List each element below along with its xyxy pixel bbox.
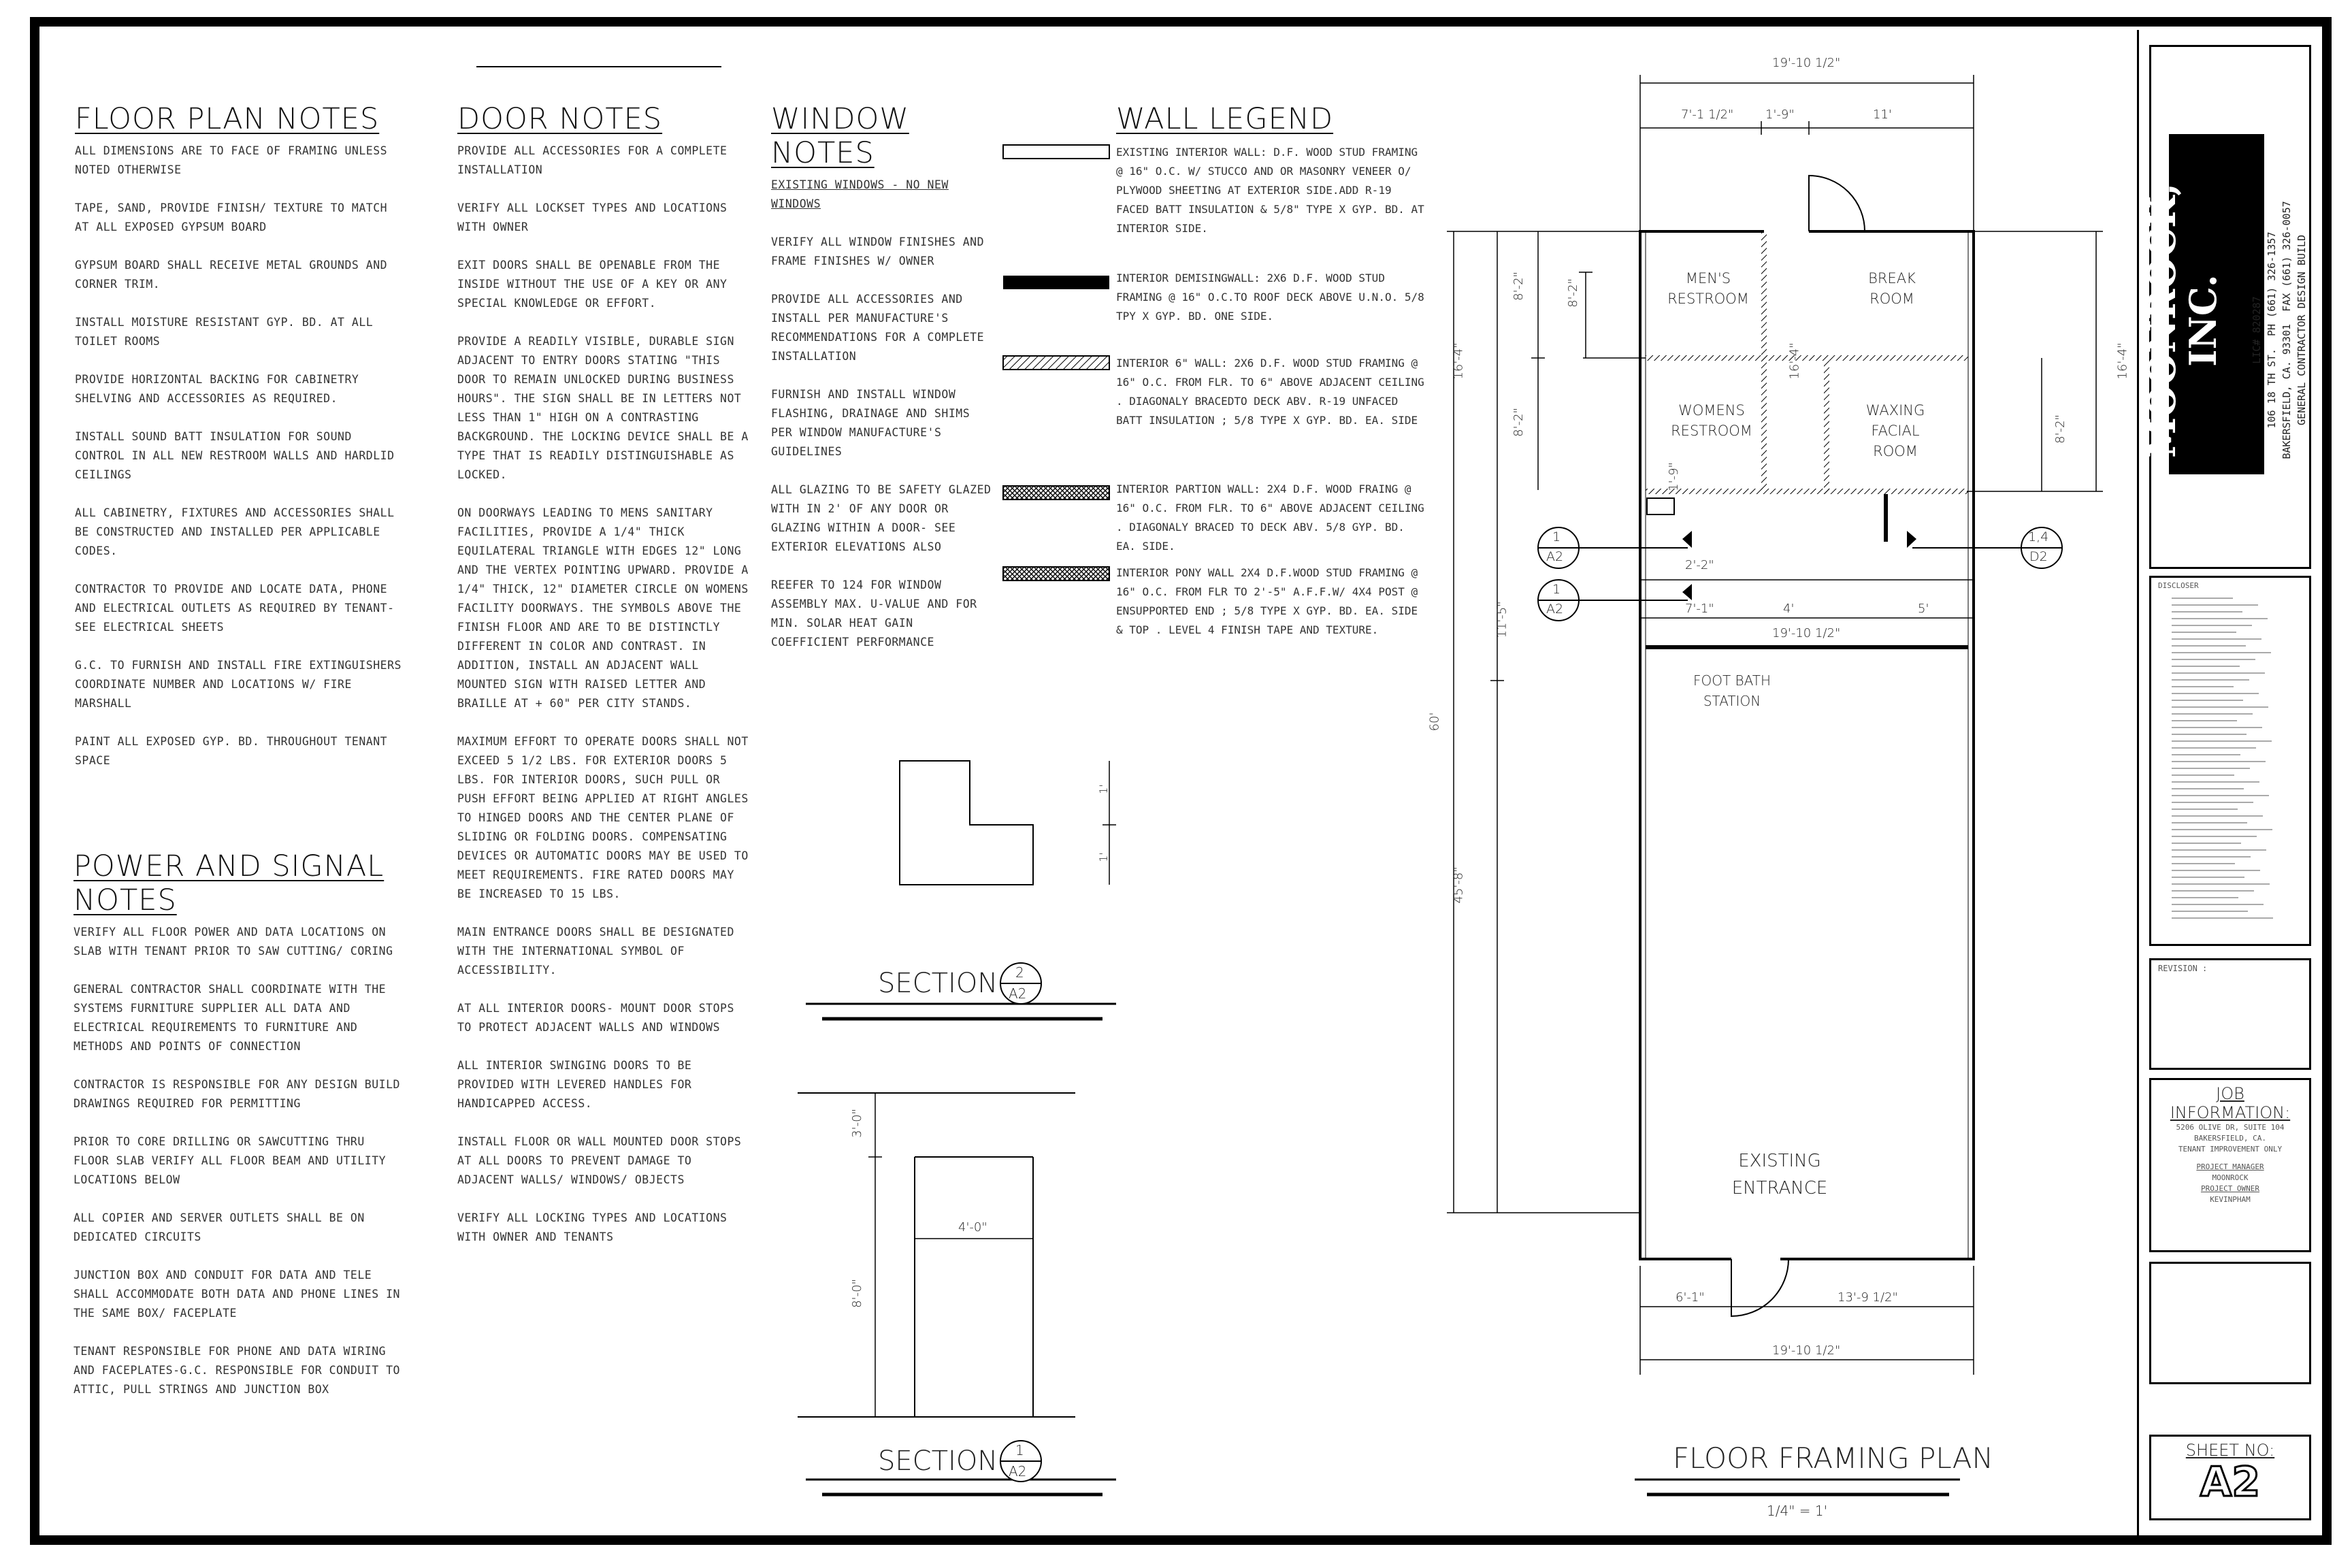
legend-existing-wall: EXISTING INTERIOR WALL: D.F. WOOD STUD FRAMING @ 16" O.C. W/ STUCCO AND OR MASONRY VENEER O/ PLYWOOD SHEETING AT EXTERIOR SIDE.ADD R-19 FACED BATT INSULATION & 5/8" TYPE X GYP. BD. AT INTERIOR SIDE.: [1116, 146, 1424, 235]
power-signal-note: VERIFY ALL FLOOR POWER AND DATA LOCATIONS ON SLAB WITH TENANT PRIOR TO SAW CUTTING/ CORING: [74, 926, 393, 958]
section2-dim-a: 1': [1096, 784, 1110, 794]
dim-left-c: 16'-4": [1451, 342, 1466, 380]
dim-mid-overall: 19'-10 1/2": [1772, 626, 1841, 640]
room-womens: WOMENS RESTROOM: [1671, 402, 1752, 439]
legend-demising-wall: INTERIOR DEMISINGWALL: 2X6 D.F. WOOD STUD FRAMING @ 16" O.C.TO ROOF DECK ABOVE U.N.O. 5/8 TPY X GYP. BD. ONE SIDE.: [1116, 272, 1424, 323]
window-notes-title: WINDOW NOTES: [771, 102, 909, 170]
tag-3-sheet: D2: [2029, 549, 2048, 564]
disclosure-text-lines: [2172, 594, 2274, 928]
room-mens: MEN'S RESTROOM: [1667, 270, 1749, 307]
disclosure-box: [2149, 576, 2311, 946]
company-contact: [2249, 160, 2309, 500]
job-info-title: JOB INFORMATION:: [2170, 1084, 2291, 1122]
company-box: [2140, 45, 2311, 569]
door-note: VERIFY ALL LOCKING TYPES AND LOCATIONS WITH OWNER AND TENANTS: [457, 1211, 728, 1243]
section-markers: [1538, 527, 2062, 621]
room-entrance: EXISTING ENTRANCE: [1731, 1151, 1828, 1198]
dim-row-c: 5': [1918, 602, 1929, 616]
dim-right-a: 16'-4": [2115, 342, 2130, 380]
door-note: VERIFY ALL LOCKSET TYPES AND LOCATIONS WITH OWNER: [457, 201, 728, 233]
job-line-1: 5206 OLIVE DR, SUITE 104: [2176, 1123, 2285, 1132]
dim-row-b: 4': [1783, 602, 1795, 616]
floor-plan-note: INSTALL SOUND BATT INSULATION FOR SOUND CONTROL IN ALL NEW RESTROOM WALLS AND HARDLID CEILINGS: [75, 430, 395, 481]
window-notes-subtitle: EXISTING WINDOWS - NO NEW WINDOWS: [771, 178, 949, 210]
room-footbath: FOOT BATH STATION: [1693, 672, 1771, 709]
sheet-no-box: [2149, 1435, 2311, 1520]
section1-sheet: A2: [1009, 1463, 1027, 1480]
floor-plan-note: INSTALL MOISTURE RESISTANT GYP. BD. AT ALL TOILET ROOMS: [75, 316, 374, 348]
power-signal-note: JUNCTION BOX AND CONDUIT FOR DATA AND TELE SHALL ACCOMMODATE BOTH DATA AND PHONE LINES IN THE SAME BOX/ FACEPLATE: [74, 1269, 400, 1320]
section2-num: 2: [1015, 964, 1024, 981]
bottom-door-swing: [1731, 1259, 1788, 1316]
top-door-swing: [1809, 176, 1865, 231]
plan-scale: 1/4" = 1': [1767, 1503, 1828, 1519]
wall-mid-vertical-top: [1761, 231, 1767, 490]
door-note: PROVIDE A READILY VISIBLE, DURABLE SIGN ADJACENT TO ENTRY DOORS STATING "THIS DOOR TO REMAIN UNLOCKED DURING BUSINESS HOURS". THE SIGN SHALL BE IN LETTERS NOT LESS THAN 1" HIGH ON A CONTRASTING BACKGROUND. THE LOCKING DEVICE SHALL BE A TYPE THAT IS READILY DISTINGUISHABLE AS LOCKED.: [457, 335, 749, 481]
window-note: ALL GLAZING TO BE SAFETY GLAZED WITH IN 2' OF ANY DOOR OR GLAZING WITHIN A DOOR- SEE EXTERIOR ELEVATIONS ALSO: [771, 483, 992, 553]
dim-left-f: 45'-8": [1451, 866, 1466, 904]
floor-plan-note: GYPSUM BOARD SHALL RECEIVE METAL GROUNDS AND CORNER TRIM.: [75, 259, 388, 291]
company-fax: FAX (661) 326-0057: [2281, 201, 2293, 312]
dim-top-b: 1'-9": [1765, 108, 1795, 122]
door-note: MAIN ENTRANCE DOORS SHALL BE DESIGNATED WITH THE INTERNATIONAL SYMBOL OF ACCESSIBILITY.: [457, 926, 734, 977]
floor-plan-note: PAINT ALL EXPOSED GYP. BD. THROUGHOUT TENANT SPACE: [75, 735, 388, 767]
dim-left-e: 60': [1427, 712, 1442, 732]
title-block-divider: [2137, 30, 2139, 1537]
section1-num: 1: [1015, 1442, 1024, 1458]
floor-plan-notes-title: FLOOR PLAN NOTES: [75, 102, 380, 136]
section2-title: SECTION: [878, 968, 998, 999]
pm-label: PROJECT MANAGER: [2196, 1162, 2264, 1171]
door-note: EXIT DOORS SHALL BE OPENABLE FROM THE INSIDE WITHOUT THE USE OF A KEY OR ANY SPECIAL KNOWLEDGE OR EFFORT.: [457, 259, 728, 310]
section2-dim-b: 1': [1096, 852, 1110, 862]
door-note: PROVIDE ALL ACCESSORIES FOR A COMPLETE INSTALLATION: [457, 144, 728, 176]
sheet-no-value: A2: [2200, 1458, 2261, 1506]
tag-2-num: 1: [1552, 582, 1561, 597]
door-note: INSTALL FLOOR OR WALL MOUNTED DOOR STOPS AT ALL DOORS TO PREVENT DAMAGE TO ADJACENT WALLS/ WINDOWS/ OBJECTS: [457, 1135, 742, 1186]
section1-dim-width: 4'-0": [958, 1220, 987, 1235]
power-signal-note: PRIOR TO CORE DRILLING OR SAWCUTTING THRU FLOOR SLAB VERIFY ALL FLOOR BEAM AND UTILITY LOCATIONS BELOW: [74, 1135, 387, 1186]
door-note: AT ALL INTERIOR DOORS- MOUNT DOOR STOPS TO PROTECT ADJACENT WALLS AND WINDOWS: [457, 1002, 734, 1034]
window-note: PROVIDE ALL ACCESSORIES AND INSTALL PER MANUFACTURE'S RECOMMENDATIONS FOR A COMPLETE INSTALLATION: [771, 293, 985, 363]
floor-plan-note: ALL DIMENSIONS ARE TO FACE OF FRAMING UNLESS NOTED OTHERWISE: [75, 144, 388, 176]
power-signal-note: TENANT RESPONSIBLE FOR PHONE AND DATA WIRING AND FACEPLATES-G.C. RESPONSIBLE FOR CONDUIT TO ATTIC, PULL STRINGS AND JUNCTION BOX: [74, 1345, 400, 1396]
top-door-opening: [1764, 227, 1809, 235]
floor-plan-note: ALL CABINETRY, FIXTURES AND ACCESSORIES SHALL BE CONSTRUCTED AND INSTALLED PER APPLICABLE CODES.: [75, 506, 395, 557]
dim-right-b: 8'-2": [2053, 414, 2068, 444]
dim-left-d: 11'-5": [1494, 601, 1509, 638]
section1-dim-height: 8'-0": [849, 1279, 864, 1308]
disclosure-title: DISCLOSER: [2158, 581, 2199, 590]
room-waxing: WAXING FACIAL ROOM: [1865, 402, 1925, 459]
door-note: ON DOORWAYS LEADING TO MENS SANITARY FACILITIES, PROVIDE A 1/4" THICK EQUILATERAL TRIANGLE WITH EDGES 12" LONG AND THE VERTEX POINTING UPWARD. PROVIDE A 1/4" THICK, 12" DIAMETER CIRCLE ON WOMENS FACILITY DOORWAYS. THE SYMBOLS ABOVE THE FINISH FLOOR AND ARE TO BE DISTINCTLY DIFFERENT IN COLOR AND CONTRAST. IN ADDITION, INSTALL AN ADJACENT WALL MOUNTED SIGN WITH RAISED LETTER AND BRAILLE AT + 60" PER CITY STANDS.: [457, 506, 749, 710]
wall-small-vertical: [1884, 494, 1888, 542]
window-note: REEFER TO 124 FOR WINDOW ASSEMBLY MAX. U-VALUE AND FOR MIN. SOLAR HEAT GAIN COEFFICIENT PERFORMANCE: [771, 578, 977, 649]
legend-6in-wall: INTERIOR 6" WALL: 2X6 D.F. WOOD STUD FRAMING @ 16" O.C. FROM FLR. TO 6" ABOVE ADJACENT CEILING . DIAGONALY BRACEDTO DECK ABV. R-19 UNFACED BATT INSULATION ; 5/8 TYPE X GYP. BD. EA. SIDE: [1116, 357, 1424, 427]
floor-plan-note: PROVIDE HORIZONTAL BACKING FOR CABINETRY SHELVING AND ACCESSORIES AS REQUIRED.: [75, 373, 359, 405]
owner-label: PROJECT OWNER: [2200, 1184, 2260, 1193]
wall-legend-title: WALL LEGEND: [1116, 102, 1334, 136]
dim-top-a: 7'-1 1/2": [1681, 108, 1734, 122]
section1-title: SECTION: [878, 1446, 998, 1477]
tag-3-num: 1,4: [2028, 529, 2049, 544]
company-address2: BAKERSFIELD, CA. 93301: [2281, 323, 2293, 459]
power-signal-note: CONTRACTOR IS RESPONSIBLE FOR ANY DESIGN BUILD DRAWINGS REQUIRED FOR PERMITTING: [74, 1078, 400, 1110]
disclosure-text-block: [2172, 594, 2289, 930]
dim-small-b: 2'-2": [1685, 558, 1714, 572]
fixture-box: [1647, 498, 1674, 514]
tag-1-num: 1: [1552, 529, 1561, 544]
dim-bot-b: 13'-9 1/2": [1838, 1290, 1898, 1305]
section2-sheet: A2: [1009, 985, 1027, 1002]
door-note: ALL INTERIOR SWINGING DOORS TO BE PROVIDED WITH LEVERED HANDLES FOR HANDICAPPED ACCESS.: [457, 1059, 692, 1110]
wall-footbath: [1646, 645, 1968, 649]
floor-plan-note: CONTRACTOR TO PROVIDE AND LOCATE DATA, PHONE AND ELECTRICAL OUTLETS AS REQUIRED BY TENANT- SEE ELECTRICAL SHEETS: [75, 583, 395, 634]
dim-bot-overall: 19'-10 1/2": [1772, 1343, 1841, 1358]
section1-dim-top: 3'-0": [849, 1109, 864, 1138]
power-signal-note: ALL COPIER AND SERVER OUTLETS SHALL BE ON DEDICATED CIRCUITS: [74, 1211, 365, 1243]
window-note: VERIFY ALL WINDOW FINISHES AND FRAME FINISHES W/ OWNER: [771, 235, 985, 267]
owner-value: KEVINPHAM: [2210, 1195, 2251, 1204]
plan-interior-edge: [1646, 231, 1968, 1259]
dim-top-c: 11': [1873, 108, 1892, 122]
dim-bot-a: 6'-1": [1676, 1290, 1705, 1305]
power-signal-notes-title: POWER AND SIGNAL NOTES: [74, 849, 385, 917]
company-name: MOONROCK, INC.: [2140, 183, 2225, 458]
revision-box: [2149, 958, 2311, 1070]
wall-row1: [1646, 355, 1968, 361]
job-info-box: [2149, 1078, 2311, 1252]
window-note: FURNISH AND INSTALL WINDOW FLASHING, DRAINAGE AND SHIMS PER WINDOW MANUFACTURE'S GUIDELINES: [771, 388, 970, 458]
power-signal-note: GENERAL CONTRACTOR SHALL COORDINATE WITH THE SYSTEMS FURNITURE SUPPLIER ALL DATA AND ELECTRICAL REQUIREMENTS TO FURNITURE AND METHODS AND POINTS OF CONNECTION: [74, 983, 387, 1053]
bottom-door-opening: [1731, 1255, 1780, 1263]
revision-label: REVISION :: [2158, 964, 2208, 973]
company-lic: LIC# 820287: [2251, 296, 2263, 364]
door-notes-title: DOOR NOTES: [457, 102, 663, 136]
dim-mid-a: 16'-4": [1787, 342, 1802, 380]
company-tagline: GENERAL CONTRACTOR DESIGN BUILD: [2296, 235, 2308, 425]
door-note: MAXIMUM EFFORT TO OPERATE DOORS SHALL NOT EXCEED 5 1/2 LBS. FOR EXTERIOR DOORS 5 LBS. FOR INTERIOR DOORS, SUCH PULL OR PUSH EFFORT BEING APPLIED AT RIGHT ANGLES TO HINGED DOORS AND THE CENTER PLANE OF SLIDING OR FOLDING DOORS. COMPENSATING DEVICES OR AUTOMATIC DOORS MAY BE USED TO MEET REQUIREMENTS. FIRE RATED DOORS MAY BE INCREASED TO 15 LBS.: [457, 735, 749, 900]
job-line-2: BAKERSFIELD, CA.: [2194, 1134, 2266, 1143]
job-line-3: TENANT IMPROVEMENT ONLY: [2178, 1145, 2283, 1154]
sheet-no-label: SHEET NO:: [2185, 1441, 2275, 1460]
floor-plan-note: G.C. TO FURNISH AND INSTALL FIRE EXTINGUISHERS COORDINATE NUMBER AND LOCATIONS W/ FIRE MARSHALL: [75, 659, 402, 710]
blank-box: [2149, 1262, 2311, 1384]
tag-1-sheet: A2: [1546, 549, 1564, 564]
plan-title: FLOOR FRAMING PLAN: [1673, 1441, 1993, 1475]
floor-plan-note: TAPE, SAND, PROVIDE FINISH/ TEXTURE TO MATCH AT ALL EXPOSED GYPSUM BOARD: [75, 201, 388, 233]
company-phone: PH (661) 326-1357: [2266, 231, 2278, 337]
legend-partition-wall: INTERIOR PARTION WALL: 2X4 D.F. WOOD FRAING @ 16" O.C. FROM FLR. TO 6" ABOVE ADJACENT CEILING . DIAGONALY BRACED TO DECK ABV. 5/8 GYP. BD. EA. SIDE.: [1116, 483, 1424, 553]
company-address1: 106 18 TH ST.: [2266, 348, 2278, 429]
pm-value: MOONROCK: [2212, 1173, 2249, 1182]
room-break: BREAK ROOM: [1868, 270, 1916, 307]
wall-row2: [1646, 489, 1968, 494]
dim-left-a: 8'-2": [1511, 272, 1526, 301]
wall-mid-vertical-low: [1824, 361, 1829, 494]
legend-pony-wall: INTERIOR PONY WALL 2X4 D.F.WOOD STUD FRAMING @ 16" O.C. FROM FLR TO 2'-5" A.F.F.W/ 4X4 POST @ ENSUPPORTED END ; 5/8 TYPE X GYP. BD. EA. SIDE & TOP . LEVEL 4 FINISH TAPE AND TEXTURE.: [1116, 566, 1418, 636]
dim-row-a: 7'-1": [1685, 602, 1714, 616]
tag-2-sheet: A2: [1546, 602, 1564, 617]
dim-top-overall: 19'-10 1/2": [1772, 56, 1841, 70]
plan-exterior-wall: [1640, 231, 1974, 1259]
dim-inner-a: 8'-2": [1565, 278, 1580, 308]
dim-left-b: 8'-2": [1511, 408, 1526, 437]
dim-small-a: 1'-9": [1666, 462, 1681, 491]
